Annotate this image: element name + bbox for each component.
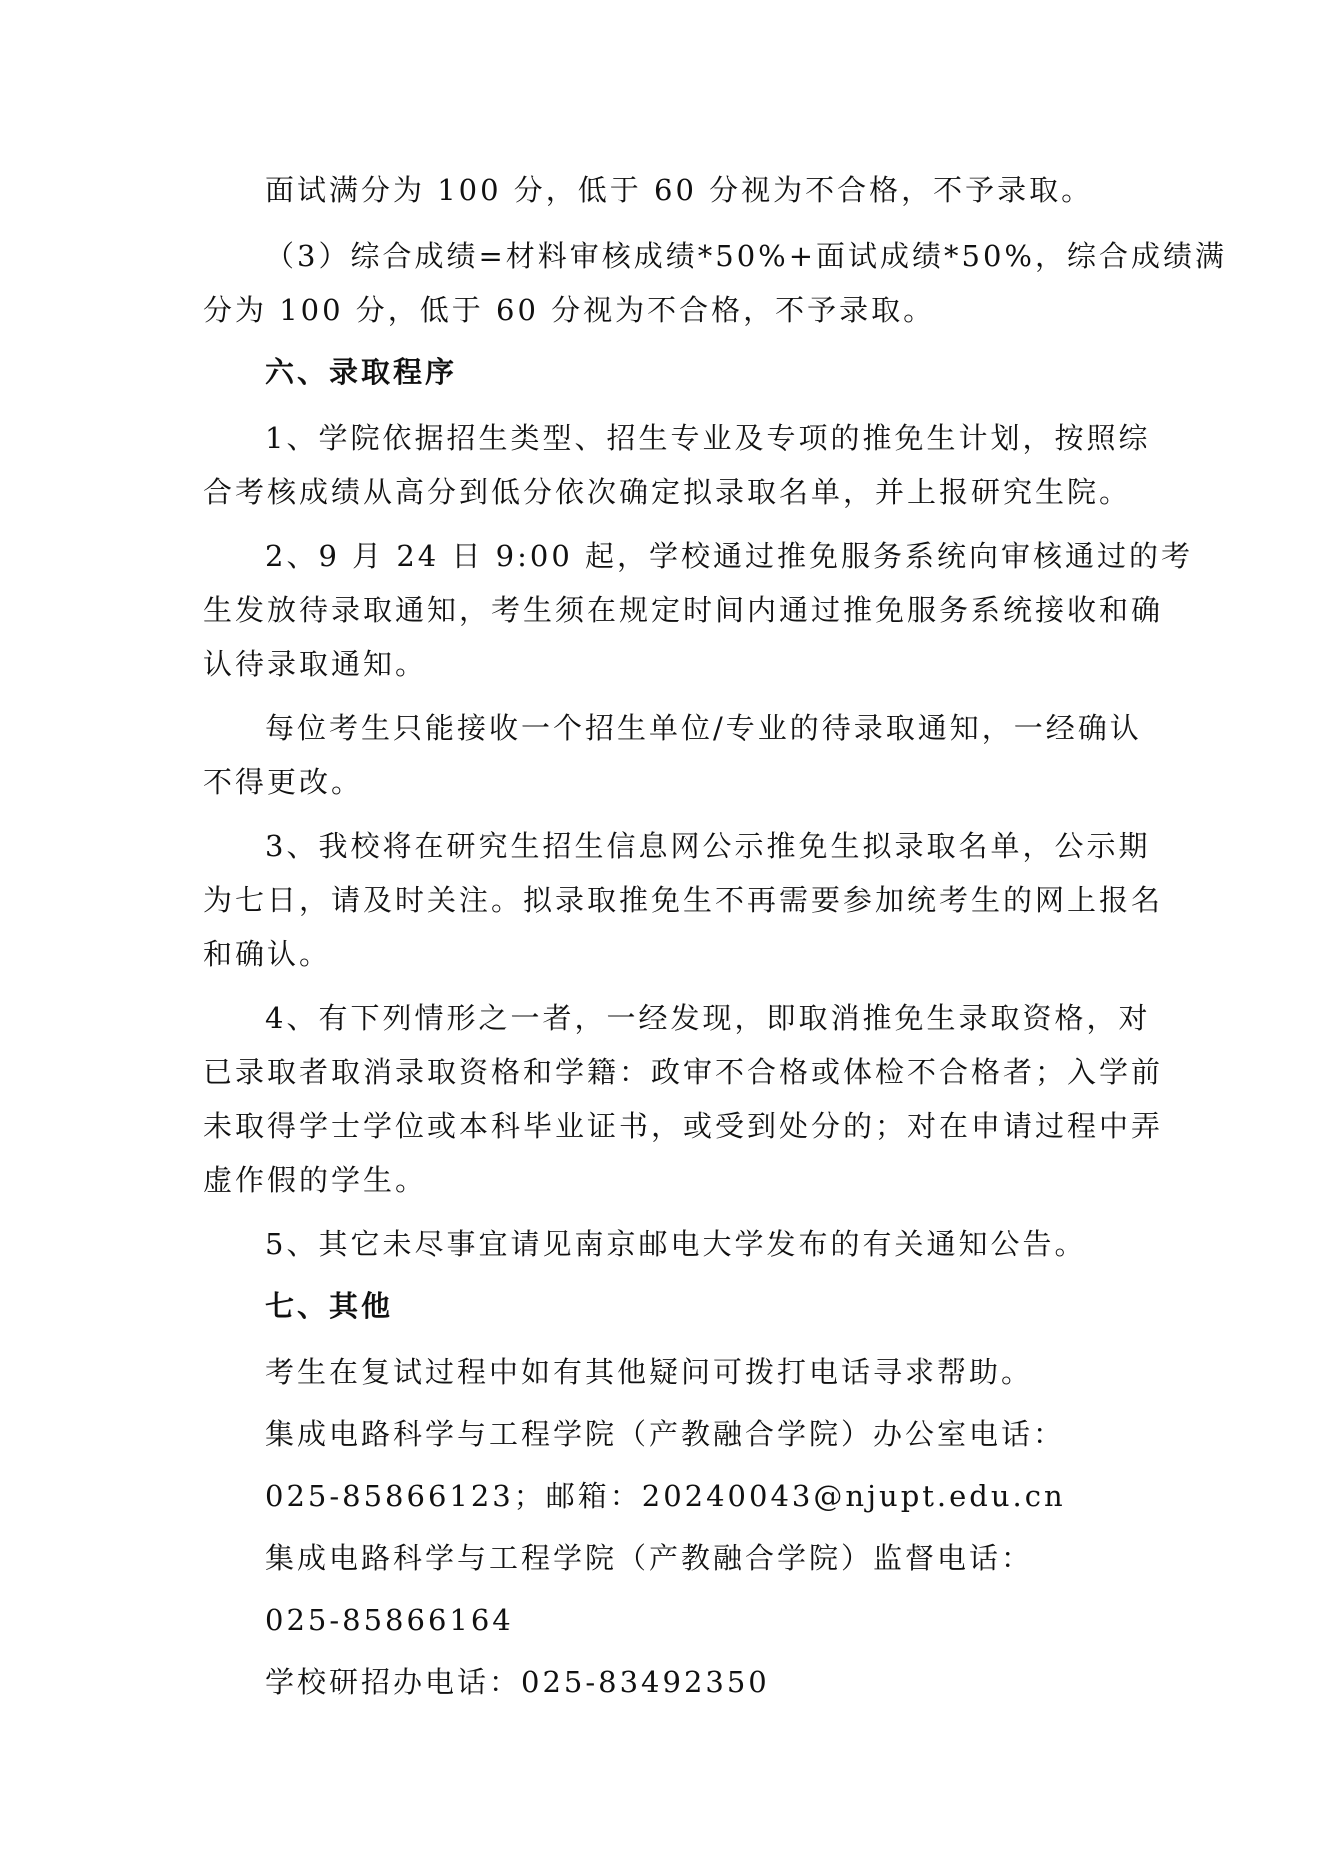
procedure-item-1: 1、学院依据招生类型、招生专业及专项的推免生计划，按照综 <box>265 421 1151 455</box>
procedure-note-cont: 不得更改。 <box>203 765 364 799</box>
section-heading-admission-procedure: 六、录取程序 <box>265 355 458 389</box>
procedure-item-2-cont-1: 生发放待录取通知，考生须在规定时间内通过推免服务系统接收和确 <box>203 593 1164 627</box>
section-heading-other: 七、其他 <box>265 1289 394 1323</box>
supervision-phone-label: 集成电路科学与工程学院（产教融合学院）监督电话： <box>265 1541 1034 1575</box>
office-phone-email: 025-85866123；邮箱：20240043@njupt.edu.cn <box>265 1479 1066 1513</box>
procedure-item-2-cont-2: 认待录取通知。 <box>203 647 428 681</box>
contact-intro: 考生在复试过程中如有其他疑问可拨打电话寻求帮助。 <box>265 1355 1034 1389</box>
procedure-item-3-cont-1: 为七日，请及时关注。拟录取推免生不再需要参加统考生的网上报名 <box>203 883 1164 917</box>
procedure-item-1-cont: 合考核成绩从高分到低分依次确定拟录取名单，并上报研究生院。 <box>203 475 1132 509</box>
procedure-item-4-cont-3: 虚作假的学生。 <box>203 1163 428 1197</box>
procedure-item-4-cont-1: 已录取者取消录取资格和学籍：政审不合格或体检不合格者；入学前 <box>203 1055 1164 1089</box>
interview-score-text: 面试满分为 100 分，低于 60 分视为不合格，不予录取。 <box>265 173 1094 207</box>
office-phone-label: 集成电路科学与工程学院（产教融合学院）办公室电话： <box>265 1417 1066 1451</box>
admissions-office-phone: 学校研招办电话：025-83492350 <box>265 1665 770 1699</box>
procedure-note: 每位考生只能接收一个招生单位/专业的待录取通知，一经确认 <box>265 711 1142 745</box>
procedure-item-2: 2、9 月 24 日 9:00 起，学校通过推免服务系统向审核通过的考 <box>265 539 1194 573</box>
procedure-item-4-cont-2: 未取得学士学位或本科毕业证书，或受到处分的；对在申请过程中弄 <box>203 1109 1164 1143</box>
procedure-item-4: 4、有下列情形之一者，一经发现，即取消推免生录取资格，对 <box>265 1001 1151 1035</box>
procedure-item-5: 5、其它未尽事宜请见南京邮电大学发布的有关通知公告。 <box>265 1227 1087 1261</box>
supervision-phone: 025-85866164 <box>265 1603 514 1637</box>
composite-score-text: （3）综合成绩=材料审核成绩*50%+面试成绩*50%，综合成绩满 <box>265 239 1227 273</box>
procedure-item-3-cont-2: 和确认。 <box>203 937 332 971</box>
procedure-item-3: 3、我校将在研究生招生信息网公示推免生拟录取名单，公示期 <box>265 829 1151 863</box>
composite-score-text-cont: 分为 100 分，低于 60 分视为不合格，不予录取。 <box>203 293 936 327</box>
